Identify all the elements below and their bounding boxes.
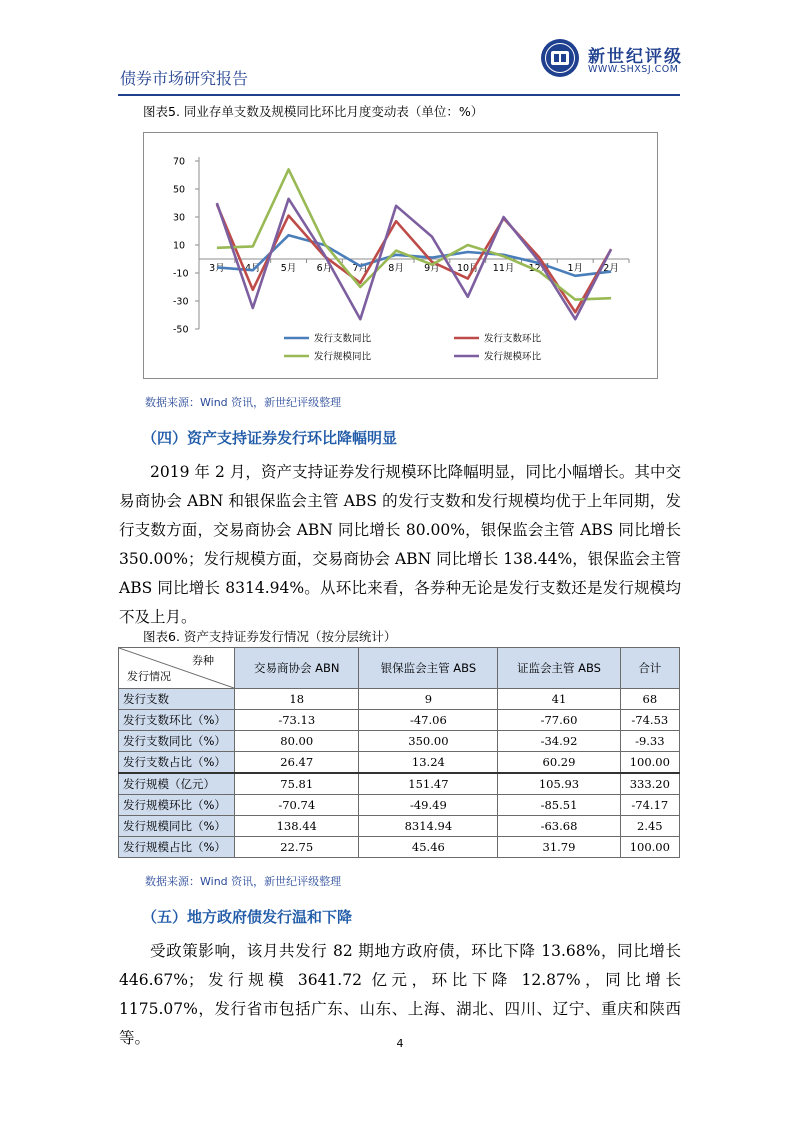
table-row (119, 710, 680, 731)
corner-label-type: 券种 (192, 654, 214, 667)
table-corner-cell (119, 648, 235, 689)
column-header: 银保监会主管 ABS (359, 648, 498, 689)
x-tick-label: 7月 (352, 263, 369, 274)
table-cell: 100.00 (620, 752, 679, 774)
y-tick-label: 30 (173, 212, 186, 224)
x-tick-label: 9月 (424, 263, 440, 274)
table-cell: -9.33 (620, 731, 679, 752)
table-cell: 100.00 (620, 837, 679, 858)
figure6-source: 数据来源：Wind 资讯，新世纪评级整理 (145, 875, 342, 888)
x-tick-label: 4月 (244, 263, 261, 274)
report-title: 债券市场研究报告 (120, 69, 249, 88)
row-label: 发行支数环比（%） (119, 710, 235, 731)
table-cell: 80.00 (235, 731, 359, 752)
row-label: 发行支数同比（%） (119, 731, 235, 752)
table-cell: -73.13 (235, 710, 359, 731)
table-row (119, 816, 680, 837)
brand-logo-icon (540, 38, 580, 78)
table-body (119, 689, 680, 858)
x-tick-label: 10月 (456, 263, 479, 274)
page-number: 4 (396, 1037, 404, 1050)
table-header-row (119, 648, 680, 689)
x-tick-label: 11月 (492, 263, 515, 274)
section4-body (119, 458, 681, 632)
section5-paragraph: 受政策影响，该月共发行 82 期地方政府债，环比下降 13.68%，同比增长 446.67%；发行规模 3641.72 亿元，环比下降 12.87%，同比增长 1175.07%，发行省市包括广东、山东、上海、湖北、四川、辽宁、重庆和陕西等。 (119, 942, 681, 1047)
table-row (119, 731, 680, 752)
row-label: 发行规模占比（%） (119, 837, 235, 858)
header-rule (118, 94, 680, 96)
column-header: 交易商协会 ABN (235, 648, 359, 689)
column-header: 证监会主管 ABS (498, 648, 620, 689)
legend-label: 发行规模环比 (484, 351, 542, 363)
x-tick-label: 2月 (603, 263, 619, 274)
table-cell: 22.75 (235, 837, 359, 858)
table-cell: 350.00 (359, 731, 498, 752)
y-tick-label: -30 (173, 296, 189, 308)
section4-heading: （四）资产支持证券发行环比降幅明显 (142, 429, 398, 447)
brand-name: 新世纪评级 (588, 47, 683, 67)
y-tick-label: 70 (173, 156, 186, 168)
table-cell: -34.92 (498, 731, 620, 752)
figure5-caption: 图表5. 同业存单支数及规模同比环比月度变动表（单位：%） (143, 104, 484, 119)
table-cell: 75.81 (235, 773, 359, 795)
x-tick-label: 5月 (280, 263, 297, 274)
y-tick-label: 50 (173, 184, 186, 196)
x-tick-label: 6月 (316, 263, 333, 274)
table-cell: -47.06 (359, 710, 498, 731)
table-cell: 60.29 (498, 752, 620, 774)
table-cell: -49.49 (359, 795, 498, 816)
legend-label: 发行支数同比 (314, 333, 372, 345)
row-label: 发行支数 (119, 689, 235, 710)
table-cell: 68 (620, 689, 679, 710)
table-cell: 2.45 (620, 816, 679, 837)
brand-url: WWW.SHXSJ.COM (588, 64, 679, 75)
table-cell: 333.20 (620, 773, 679, 795)
table-cell: 31.79 (498, 837, 620, 858)
row-label: 发行规模（亿元） (119, 773, 235, 795)
table-cell: 18 (235, 689, 359, 710)
section5-heading: （五）地方政府债发行温和下降 (142, 908, 353, 926)
y-tick-label: -10 (173, 268, 189, 280)
table-cell: 8314.94 (359, 816, 498, 837)
table-cell: 138.44 (235, 816, 359, 837)
row-label: 发行规模同比（%） (119, 816, 235, 837)
table-cell: -77.60 (498, 710, 620, 731)
table-row (119, 795, 680, 816)
figure5-source: 数据来源：Wind 资讯，新世纪评级整理 (145, 396, 342, 409)
line-chart-frame (143, 132, 658, 379)
table-cell: 13.24 (359, 752, 498, 774)
table-row (119, 773, 680, 795)
abs-issuance-table (118, 647, 680, 858)
table-cell: -70.74 (235, 795, 359, 816)
corner-label-metric: 发行情况 (127, 670, 171, 683)
table-cell: 9 (359, 689, 498, 710)
row-label: 发行支数占比（%） (119, 752, 235, 774)
x-tick-label: 8月 (388, 263, 404, 274)
row-label: 发行规模环比（%） (119, 795, 235, 816)
table-cell: 26.47 (235, 752, 359, 774)
figure6-caption: 图表6. 资产支持证券发行情况（按分层统计） (143, 629, 397, 644)
table-cell: -63.68 (498, 816, 620, 837)
x-tick-label: 1月 (567, 263, 584, 274)
x-tick-label: 3月 (209, 263, 225, 274)
table-cell: -74.17 (620, 795, 679, 816)
table-row (119, 752, 680, 774)
table-cell: 41 (498, 689, 620, 710)
table-cell: -85.51 (498, 795, 620, 816)
legend-label: 发行支数环比 (484, 333, 542, 345)
table-cell: -74.53 (620, 710, 679, 731)
line-chart (144, 133, 657, 378)
legend-label: 发行规模同比 (314, 351, 372, 363)
y-tick-label: -50 (173, 324, 189, 336)
x-tick-label: 12月 (528, 263, 551, 274)
column-header: 合计 (620, 648, 679, 689)
table-cell: 105.93 (498, 773, 620, 795)
section5-body (119, 937, 681, 1053)
section4-paragraph: 2019 年 2 月，资产支持证券发行规模环比降幅明显，同比小幅增长。其中交易商协会 ABN 和银保监会主管 ABS 的发行支数和发行规模均优于上年同期，发行支数方面，交易商协会 ABN 同比增长 80.00%，银保监会主管 ABS 同比增长 350.00%；发行规模方面，交易商协会 ABN 同比增长 138.44%，银保监会主管 ABS 同比增长 8314.94%。从环比来看，各券种无论是发行支数还是发行规模均不及上月。 (119, 463, 681, 626)
table-row (119, 689, 680, 710)
table-row (119, 837, 680, 858)
table-cell: 45.46 (359, 837, 498, 858)
y-tick-label: 10 (173, 240, 186, 252)
table-cell: 151.47 (359, 773, 498, 795)
